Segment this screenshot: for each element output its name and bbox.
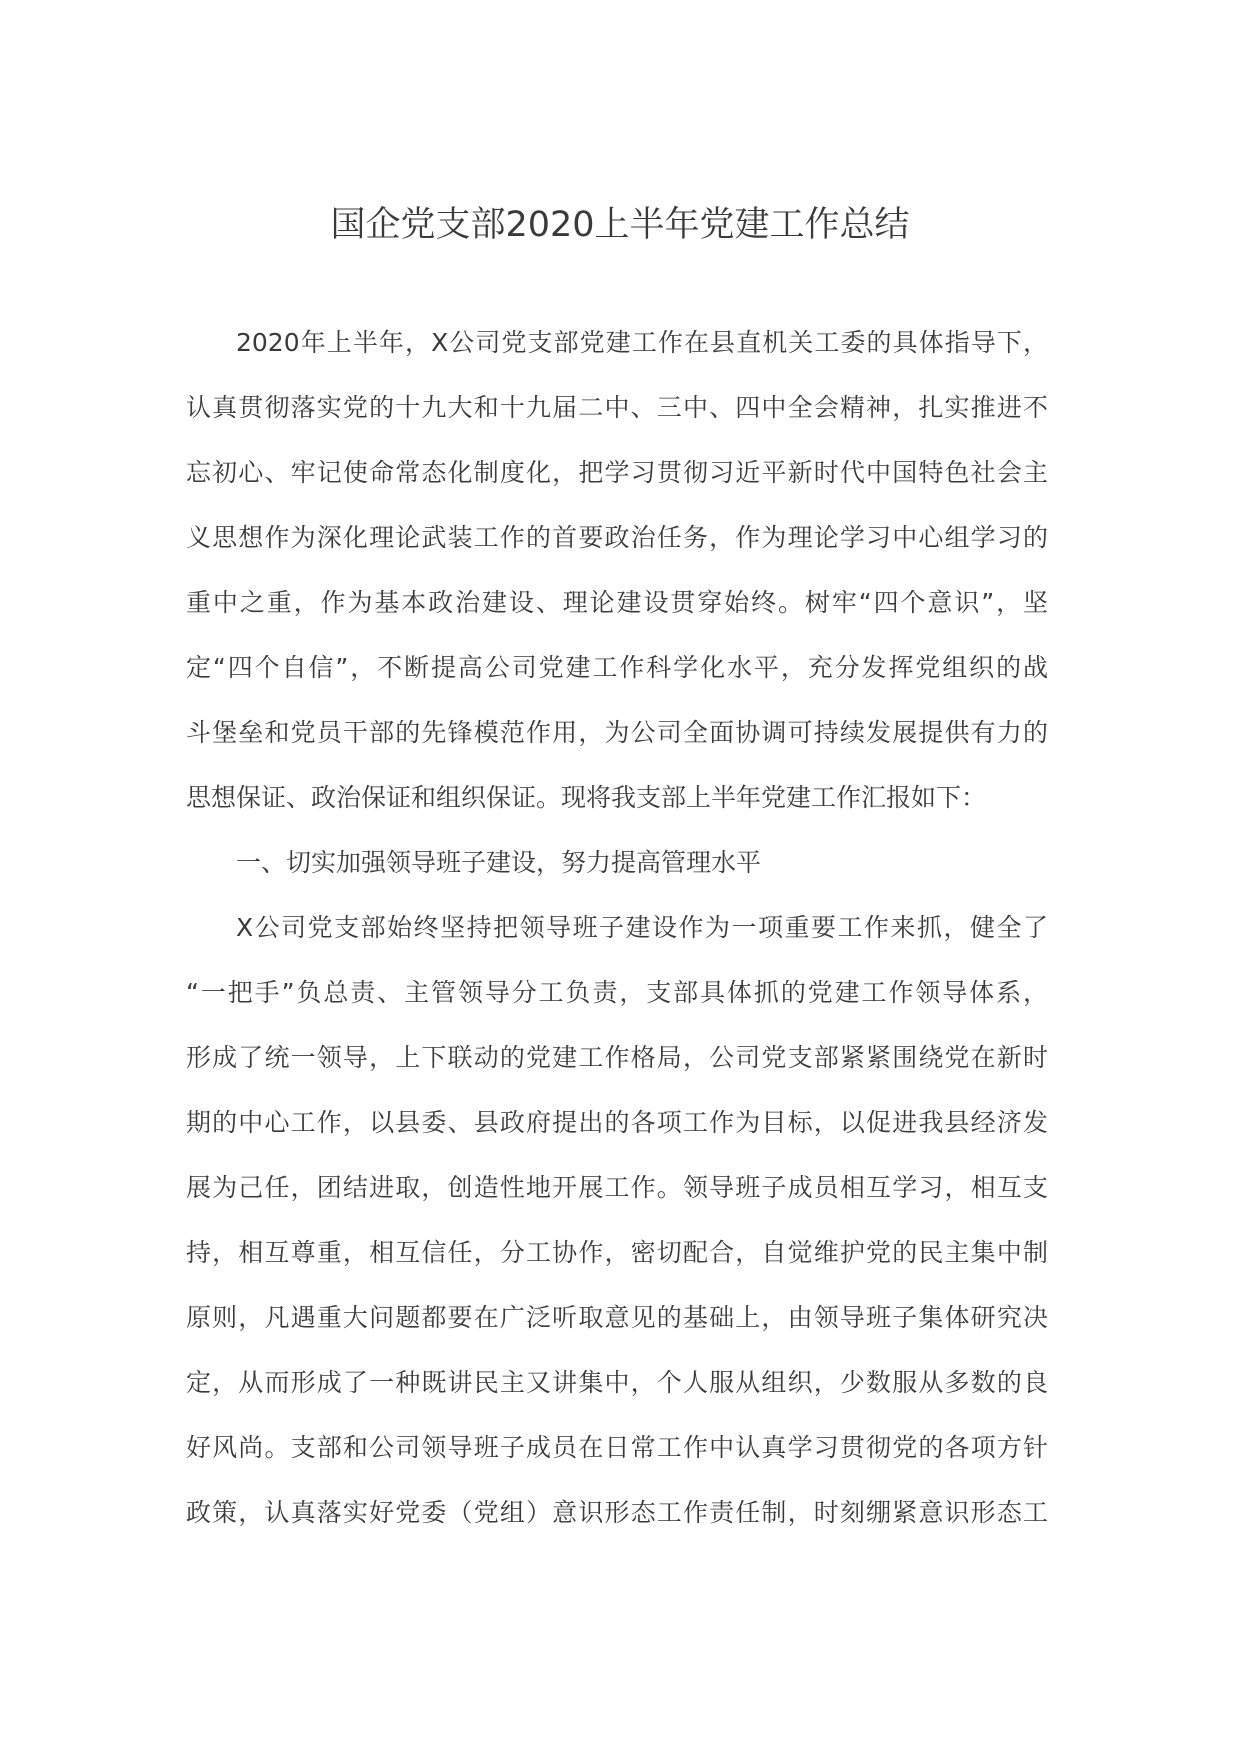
paragraph-line: X公司党支部始终坚持把领导班子建设作为一项重要工作来抓，健全了 bbox=[236, 913, 1048, 942]
paragraph-line: 定，从而形成了一种既讲民主又讲集中，个人服从组织，少数服从多数的良 bbox=[186, 1368, 1048, 1397]
document-body bbox=[186, 318, 1048, 1553]
paragraph-line: 思想保证、政治保证和组织保证。现将我支部上半年党建工作汇报如下： bbox=[186, 783, 987, 812]
paragraph-line: 2020年上半年，X公司党支部党建工作在县直机关工委的具体指导下， bbox=[236, 328, 1048, 357]
paragraph-line: 斗堡垒和党员干部的先锋模范作用，为公司全面协调可持续发展提供有力的 bbox=[186, 718, 1048, 747]
paragraph-line: 重中之重，作为基本政治建设、理论建设贯穿始终。树牢“四个意识”，坚 bbox=[186, 588, 1048, 617]
paragraph-line: “一把手”负总责、主管领导分工负责，支部具体抓的党建工作领导体系， bbox=[186, 978, 1048, 1007]
section-heading: 一、切实加强领导班子建设，努力提高管理水平 bbox=[236, 848, 762, 877]
paragraph-line: 原则，凡遇重大问题都要在广泛听取意见的基础上，由领导班子集体研究决 bbox=[186, 1303, 1048, 1332]
paragraph-line: 义思想作为深化理论武装工作的首要政治任务，作为理论学习中心组学习的 bbox=[186, 523, 1048, 552]
paragraph-line: 忘初心、牢记使命常态化制度化，把学习贯彻习近平新时代中国特色社会主 bbox=[186, 458, 1048, 487]
paragraph-line: 定“四个自信”，不断提高公司党建工作科学化水平，充分发挥党组织的战 bbox=[186, 653, 1048, 682]
paragraph-line: 好风尚。支部和公司领导班子成员在日常工作中认真学习贯彻党的各项方针 bbox=[186, 1433, 1048, 1462]
document-title: 国企党支部2020上半年党建工作总结 bbox=[330, 205, 910, 245]
paragraph-line: 期的中心工作，以县委、县政府提出的各项工作为目标，以促进我县经济发 bbox=[186, 1108, 1048, 1137]
paragraph-line: 认真贯彻落实党的十九大和十九届二中、三中、四中全会精神，扎实推进不 bbox=[186, 393, 1048, 422]
paragraph-line: 持，相互尊重，相互信任，分工协作，密切配合，自觉维护党的民主集中制 bbox=[186, 1238, 1048, 1267]
paragraph-line: 形成了统一领导，上下联动的党建工作格局，公司党支部紧紧围绕党在新时 bbox=[186, 1043, 1048, 1072]
paragraph-line: 政策，认真落实好党委（党组）意识形态工作责任制，时刻绷紧意识形态工 bbox=[186, 1498, 1048, 1527]
paragraph-line: 展为己任，团结进取，创造性地开展工作。领导班子成员相互学习，相互支 bbox=[186, 1173, 1048, 1202]
